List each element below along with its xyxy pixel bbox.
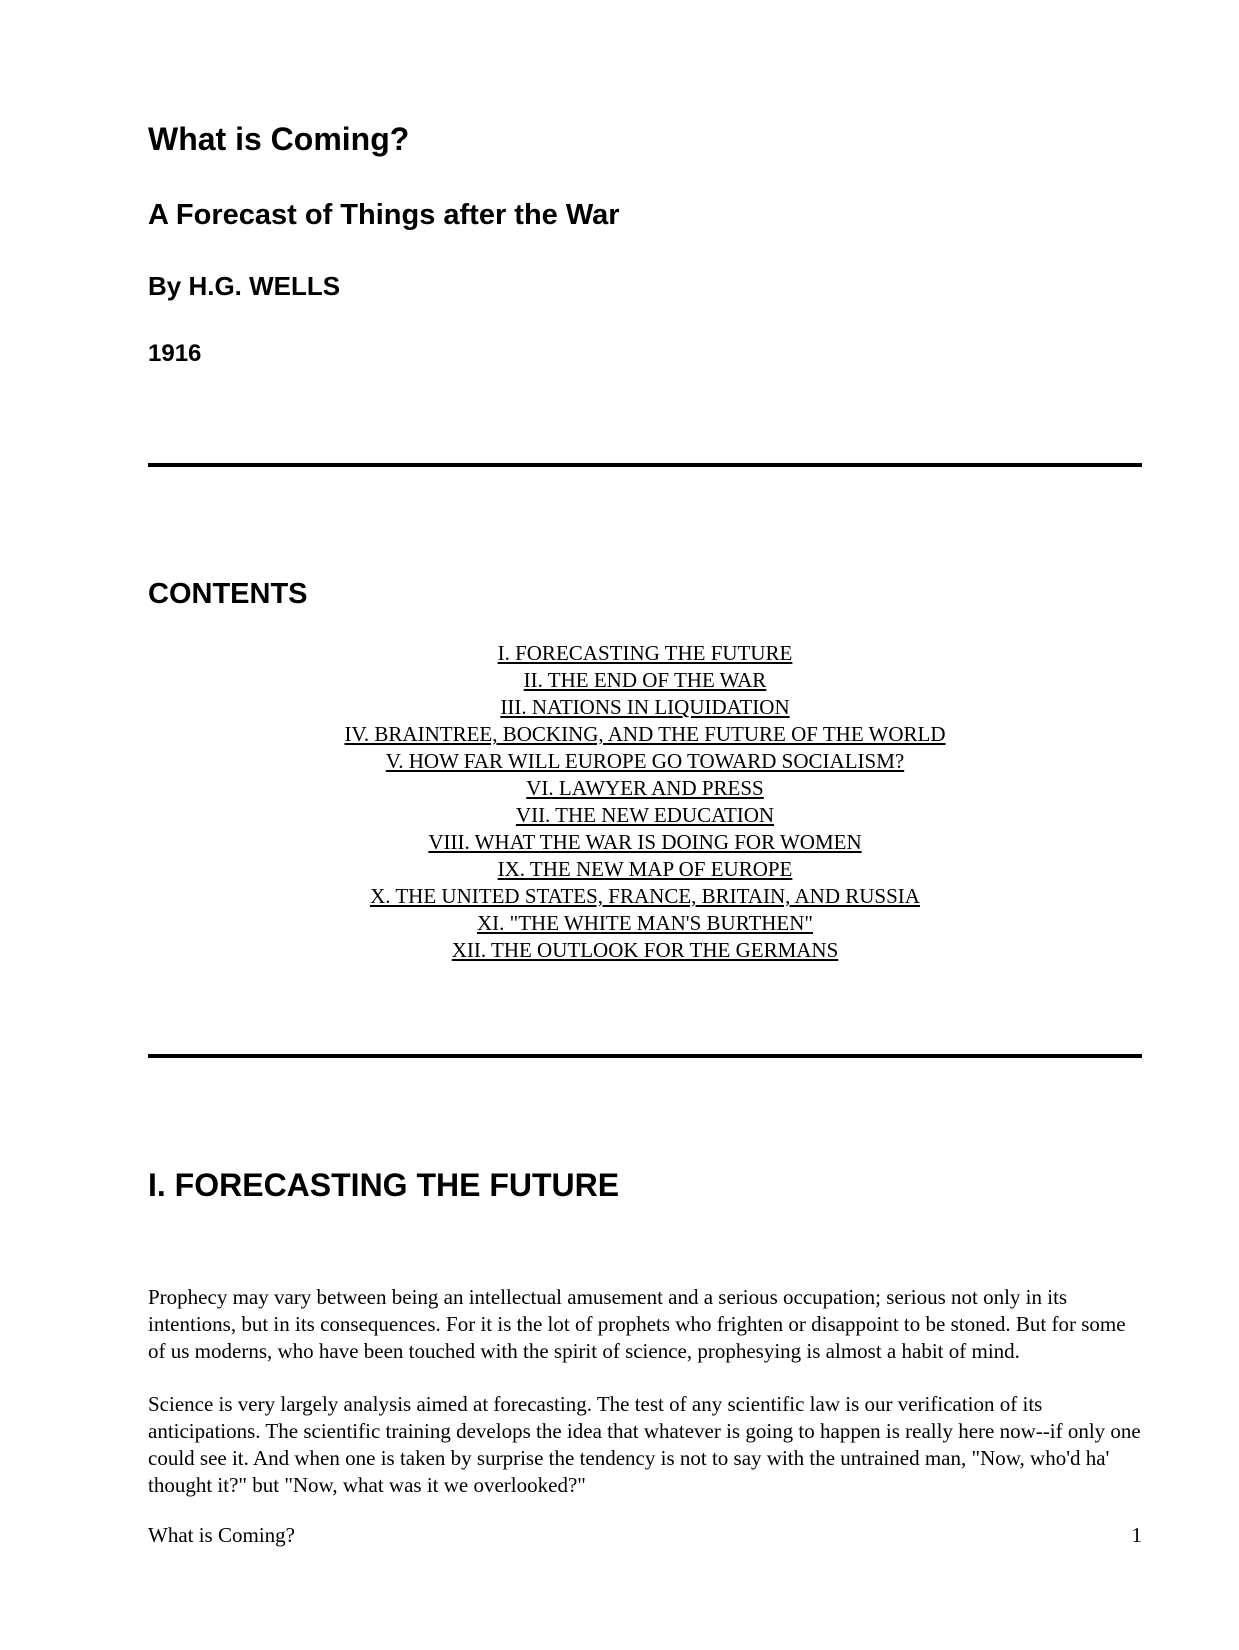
toc-link-chapter-11[interactable]: XI. "THE WHITE MAN'S BURTHEN" (477, 911, 813, 935)
book-subtitle: A Forecast of Things after the War (148, 199, 620, 231)
toc-item (148, 910, 1142, 937)
page-number: 1 (1131, 1523, 1142, 1547)
toc-link-chapter-5[interactable]: V. HOW FAR WILL EUROPE GO TOWARD SOCIALISM? (385, 749, 905, 773)
toc-link-chapter-10[interactable]: X. THE UNITED STATES, FRANCE, BRITAIN, AND RUSSIA (370, 884, 920, 908)
chapter-paragraph-2: Science is very largely analysis aimed at forecasting. The test of any scientific law is our verification of its anticipations. The scientific training develops the idea that whatever is going to happen is really here now--if only one could see it. And when one is taken by surprise the tendency is not to say with the untrained man, "Now, who'd ha' thought it?" but "Now, what was it we overlooked?" (148, 1392, 1141, 1497)
divider-top (148, 463, 1142, 467)
toc-link-chapter-8[interactable]: VIII. WHAT THE WAR IS DOING FOR WOMEN (428, 830, 862, 854)
document-page (148, 0, 1142, 1650)
toc-item (148, 937, 1142, 964)
divider-bottom (148, 1054, 1142, 1058)
footer-title: What is Coming? (148, 1523, 295, 1547)
toc-item (148, 748, 1142, 775)
toc-link-chapter-3[interactable]: III. NATIONS IN LIQUIDATION (500, 695, 790, 719)
table-of-contents (148, 640, 1142, 964)
toc-link-chapter-2[interactable]: II. THE END OF THE WAR (523, 668, 767, 692)
toc-item (148, 640, 1142, 667)
toc-item (148, 856, 1142, 883)
chapter-heading: I. FORECASTING THE FUTURE (148, 1167, 620, 1203)
toc-item (148, 694, 1142, 721)
toc-item (148, 829, 1142, 856)
book-author: By H.G. WELLS (148, 271, 341, 301)
toc-item (148, 667, 1142, 694)
toc-link-chapter-12[interactable]: XII. THE OUTLOOK FOR THE GERMANS (451, 938, 839, 962)
publication-year: 1916 (148, 340, 202, 367)
toc-link-chapter-7[interactable]: VII. THE NEW EDUCATION (515, 803, 775, 827)
chapter-paragraph-1: Prophecy may vary between being an intellectual amusement and a serious occupation; serious not only in its intentions, but in its consequences. For it is the lot of prophets who frighten or disappoint to be stoned. But for some of us moderns, who have been touched with the spirit of science, prophesying is almost a habit of mind. (148, 1285, 1126, 1363)
toc-item (148, 721, 1142, 748)
toc-link-chapter-6[interactable]: VI. LAWYER AND PRESS (526, 776, 764, 800)
toc-link-chapter-1[interactable]: I. FORECASTING THE FUTURE (497, 641, 793, 665)
toc-item (148, 883, 1142, 910)
toc-link-chapter-4[interactable]: IV. BRAINTREE, BOCKING, AND THE FUTURE OF THE WORLD (344, 722, 946, 746)
toc-item (148, 775, 1142, 802)
toc-item (148, 802, 1142, 829)
toc-link-chapter-9[interactable]: IX. THE NEW MAP OF EUROPE (497, 857, 793, 881)
book-title: What is Coming? (148, 121, 410, 157)
contents-heading: CONTENTS (148, 578, 308, 610)
